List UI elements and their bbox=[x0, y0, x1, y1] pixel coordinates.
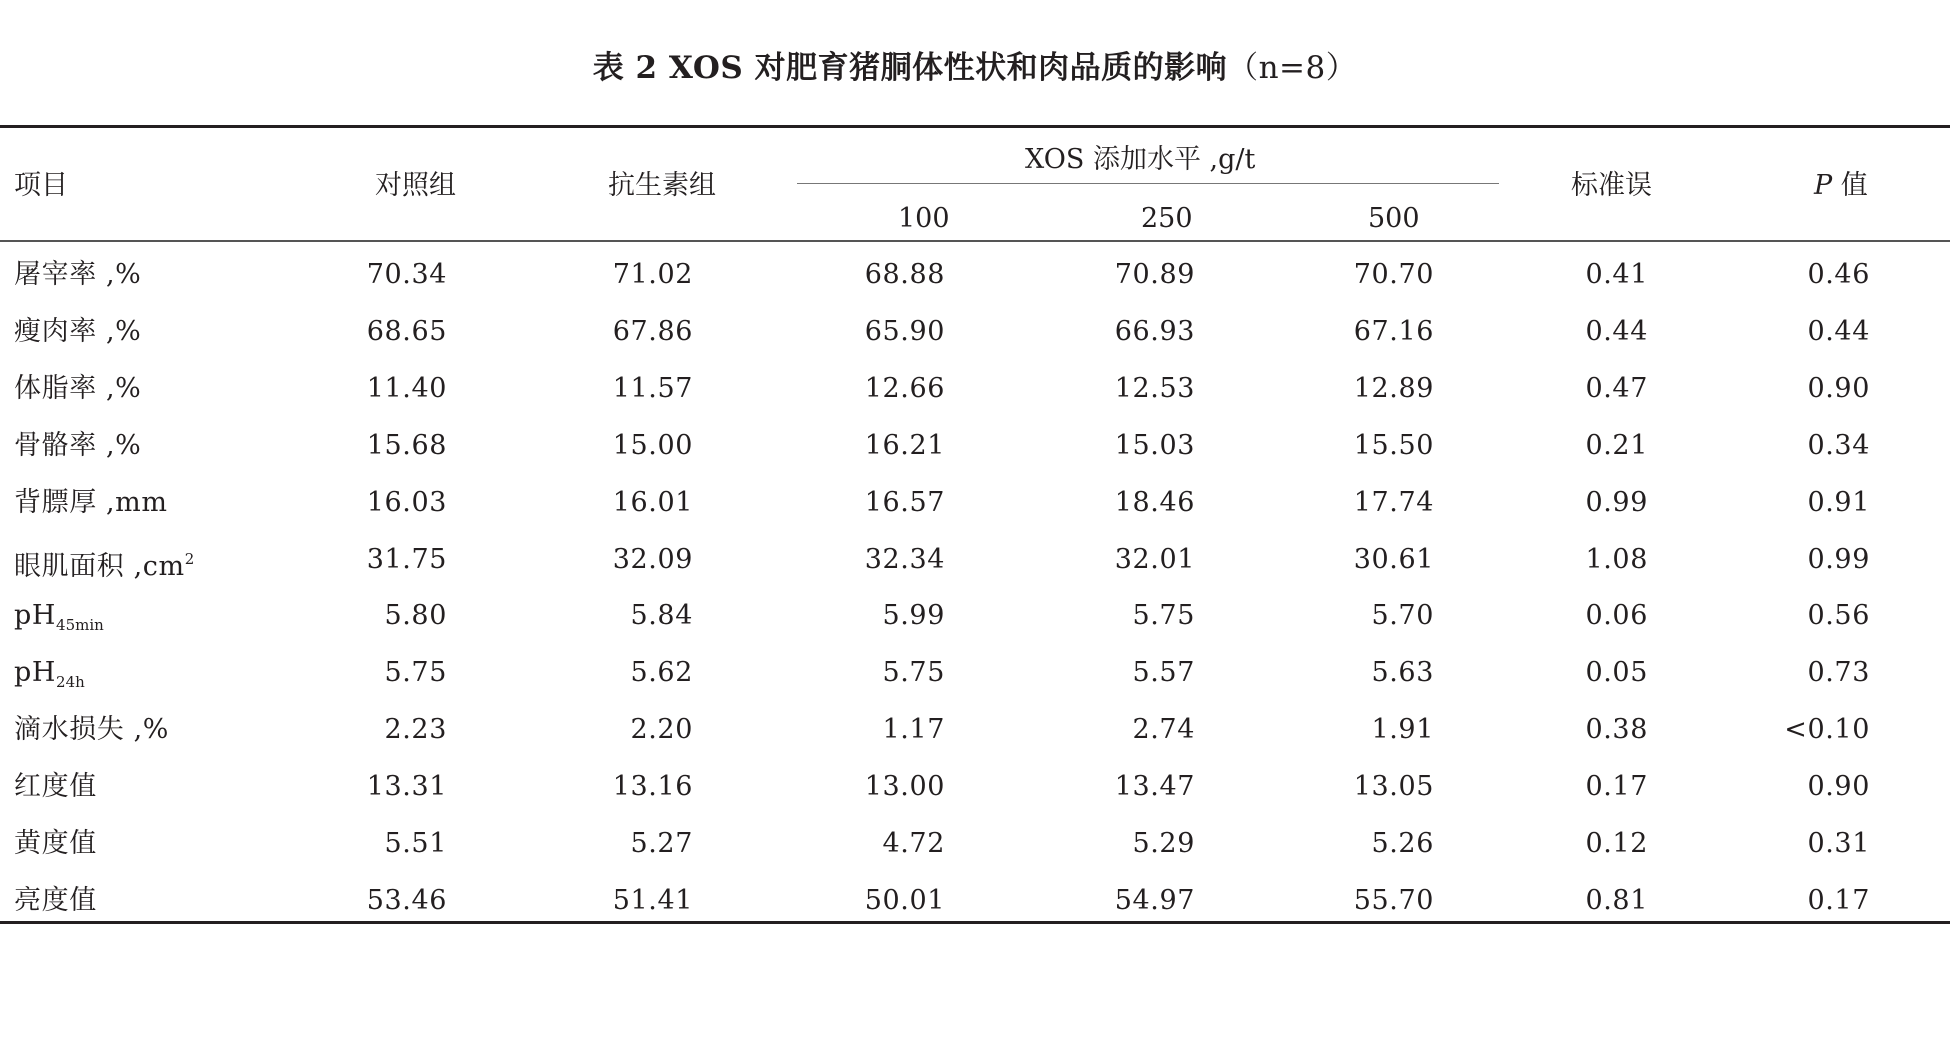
header-p-value bbox=[1814, 172, 1868, 199]
table-row bbox=[0, 360, 1950, 417]
header-control: 对照组 bbox=[375, 170, 456, 201]
cell-xos-100: 65.90 bbox=[864, 315, 945, 347]
row-label-subscript: 45min bbox=[56, 616, 104, 635]
cell-xos-100: 4.72 bbox=[882, 828, 945, 859]
cell-sem: 0.44 bbox=[1585, 315, 1648, 347]
cell-control: 5.51 bbox=[384, 828, 447, 859]
cell-p-value: 0.90 bbox=[1807, 771, 1870, 803]
row-label bbox=[14, 531, 194, 595]
cell-antibiotic: 11.57 bbox=[612, 372, 693, 404]
header-xos-100: 100 bbox=[898, 203, 950, 234]
header-antibiotic: 抗生素组 bbox=[608, 170, 716, 201]
cell-xos-500: 17.74 bbox=[1353, 486, 1434, 518]
cell-p-value: 0.34 bbox=[1807, 429, 1870, 461]
row-label bbox=[14, 360, 141, 417]
row-label-text: 眼肌面积 ,cm bbox=[14, 550, 185, 582]
cell-sem: 0.99 bbox=[1585, 486, 1648, 518]
row-label-text: 滴水损失 ,% bbox=[14, 714, 170, 746]
cell-xos-100: 5.99 bbox=[882, 600, 945, 632]
cell-xos-100: 68.88 bbox=[864, 259, 945, 290]
row-label-text: 亮度值 bbox=[14, 884, 97, 916]
row-label-text: 屠宰率 ,% bbox=[14, 259, 142, 290]
cell-xos-250: 5.57 bbox=[1132, 657, 1195, 689]
table-top-rule bbox=[0, 125, 1950, 128]
cell-control: 31.75 bbox=[366, 543, 447, 575]
row-label bbox=[14, 815, 97, 872]
cell-p-value: 0.44 bbox=[1807, 315, 1870, 347]
cell-xos-500: 15.50 bbox=[1353, 429, 1434, 461]
row-label-superscript: 2 bbox=[184, 549, 195, 568]
table-row bbox=[0, 758, 1950, 815]
cell-antibiotic: 16.01 bbox=[612, 486, 693, 518]
cell-sem: 1.08 bbox=[1585, 543, 1648, 575]
table-row bbox=[0, 531, 1950, 588]
cell-p-value: 0.90 bbox=[1807, 372, 1870, 404]
header-xos-250: 250 bbox=[1141, 203, 1193, 234]
cell-sem: 0.06 bbox=[1585, 600, 1648, 632]
cell-xos-250: 70.89 bbox=[1114, 259, 1195, 290]
cell-antibiotic: 5.62 bbox=[630, 657, 693, 689]
cell-antibiotic: 71.02 bbox=[612, 259, 693, 290]
row-label-text: 瘦肉率 ,% bbox=[14, 315, 142, 347]
header-xos-500: 500 bbox=[1368, 203, 1420, 234]
row-label-text: pH bbox=[14, 657, 57, 689]
cell-xos-250: 13.47 bbox=[1114, 771, 1195, 803]
cell-xos-100: 13.00 bbox=[864, 771, 945, 803]
cell-xos-500: 30.61 bbox=[1353, 543, 1434, 575]
cell-antibiotic: 15.00 bbox=[612, 429, 693, 461]
row-label-text: 骨骼率 ,% bbox=[14, 429, 142, 461]
cell-control: 2.23 bbox=[384, 714, 447, 746]
cell-control: 5.80 bbox=[384, 600, 447, 632]
row-label-text: 红度值 bbox=[14, 771, 97, 803]
cell-xos-500: 5.26 bbox=[1371, 828, 1434, 859]
table-caption bbox=[0, 42, 1950, 87]
cell-sem: 0.47 bbox=[1585, 372, 1648, 404]
cell-control: 70.34 bbox=[366, 259, 447, 290]
cell-sem: 0.81 bbox=[1585, 884, 1648, 916]
cell-xos-250: 15.03 bbox=[1114, 429, 1195, 461]
cell-p-value: 0.31 bbox=[1807, 828, 1870, 859]
header-p-suffix: 值 bbox=[1832, 170, 1868, 201]
cell-antibiotic: 13.16 bbox=[612, 771, 693, 803]
cell-antibiotic: 2.20 bbox=[630, 714, 693, 746]
cell-xos-500: 13.05 bbox=[1353, 771, 1434, 803]
cell-xos-250: 12.53 bbox=[1114, 372, 1195, 404]
cell-p-value: 0.46 bbox=[1807, 259, 1870, 290]
cell-p-value: 0.99 bbox=[1807, 543, 1870, 575]
table-row bbox=[0, 417, 1950, 474]
row-label bbox=[14, 701, 169, 758]
cell-p-value: <0.10 bbox=[1784, 714, 1870, 746]
row-label-text: pH bbox=[14, 600, 57, 632]
cell-xos-100: 32.34 bbox=[864, 543, 945, 575]
cell-xos-250: 66.93 bbox=[1114, 315, 1195, 347]
caption-sample-size: （n=8） bbox=[1227, 50, 1358, 86]
table-row bbox=[0, 701, 1950, 758]
row-label-subscript: 24h bbox=[56, 673, 85, 692]
table-row bbox=[0, 587, 1950, 644]
cell-control: 16.03 bbox=[366, 486, 447, 518]
cell-antibiotic: 51.41 bbox=[612, 884, 693, 916]
cell-xos-100: 12.66 bbox=[864, 372, 945, 404]
row-label-text: 体脂率 ,% bbox=[14, 372, 142, 404]
cell-sem: 0.05 bbox=[1585, 657, 1648, 689]
cell-xos-500: 55.70 bbox=[1353, 884, 1434, 916]
row-label bbox=[14, 474, 168, 531]
cell-antibiotic: 67.86 bbox=[612, 315, 693, 347]
cell-control: 68.65 bbox=[366, 315, 447, 347]
caption-main: 表 2 XOS 对肥育猪胴体性状和肉品质的影响 bbox=[592, 50, 1228, 86]
cell-control: 13.31 bbox=[366, 771, 447, 803]
cell-xos-500: 67.16 bbox=[1353, 315, 1434, 347]
row-label bbox=[14, 246, 141, 303]
cell-sem: 0.21 bbox=[1585, 429, 1648, 461]
cell-sem: 0.38 bbox=[1585, 714, 1648, 746]
cell-xos-250: 18.46 bbox=[1114, 486, 1195, 518]
header-xos-group: XOS 添加水平 ,g/t bbox=[1025, 144, 1256, 175]
cell-xos-100: 50.01 bbox=[864, 884, 945, 916]
cell-p-value: 0.56 bbox=[1807, 600, 1870, 632]
cell-xos-100: 16.57 bbox=[864, 486, 945, 518]
cell-xos-250: 5.29 bbox=[1132, 828, 1195, 859]
cell-xos-250: 2.74 bbox=[1132, 714, 1195, 746]
row-label-text: 黄度值 bbox=[14, 828, 97, 859]
table-bottom-rule bbox=[0, 921, 1950, 924]
cell-xos-250: 54.97 bbox=[1114, 884, 1195, 916]
cell-xos-500: 70.70 bbox=[1353, 259, 1434, 290]
row-label-text: 背膘厚 ,mm bbox=[14, 486, 168, 518]
cell-xos-500: 12.89 bbox=[1353, 372, 1434, 404]
table-row bbox=[0, 815, 1950, 872]
cell-xos-100: 16.21 bbox=[864, 429, 945, 461]
cell-sem: 0.41 bbox=[1585, 259, 1648, 290]
header-p-letter: P bbox=[1814, 170, 1833, 201]
cell-control: 53.46 bbox=[366, 884, 447, 916]
cell-control: 5.75 bbox=[384, 657, 447, 689]
table-row bbox=[0, 474, 1950, 531]
cell-p-value: 0.91 bbox=[1807, 486, 1870, 518]
table-row bbox=[0, 644, 1950, 701]
cell-xos-250: 32.01 bbox=[1114, 543, 1195, 575]
cell-antibiotic: 5.84 bbox=[630, 600, 693, 632]
cell-xos-500: 5.63 bbox=[1371, 657, 1434, 689]
header-xos-underline bbox=[797, 183, 1499, 184]
cell-sem: 0.17 bbox=[1585, 771, 1648, 803]
row-label bbox=[14, 758, 97, 815]
header-sem: 标准误 bbox=[1571, 170, 1652, 201]
cell-xos-100: 1.17 bbox=[882, 714, 945, 746]
table-row bbox=[0, 246, 1950, 303]
cell-p-value: 0.17 bbox=[1807, 884, 1870, 916]
cell-control: 15.68 bbox=[366, 429, 447, 461]
cell-xos-500: 5.70 bbox=[1371, 600, 1434, 632]
cell-antibiotic: 5.27 bbox=[630, 828, 693, 859]
table-header-rule bbox=[0, 240, 1950, 242]
row-label bbox=[14, 417, 141, 474]
cell-xos-100: 5.75 bbox=[882, 657, 945, 689]
table-row bbox=[0, 303, 1950, 360]
cell-xos-250: 5.75 bbox=[1132, 600, 1195, 632]
cell-xos-500: 1.91 bbox=[1371, 714, 1434, 746]
cell-p-value: 0.73 bbox=[1807, 657, 1870, 689]
cell-sem: 0.12 bbox=[1585, 828, 1648, 859]
cell-antibiotic: 32.09 bbox=[612, 543, 693, 575]
cell-control: 11.40 bbox=[366, 372, 447, 404]
row-label bbox=[14, 303, 141, 360]
header-item: 项目 bbox=[14, 170, 68, 201]
